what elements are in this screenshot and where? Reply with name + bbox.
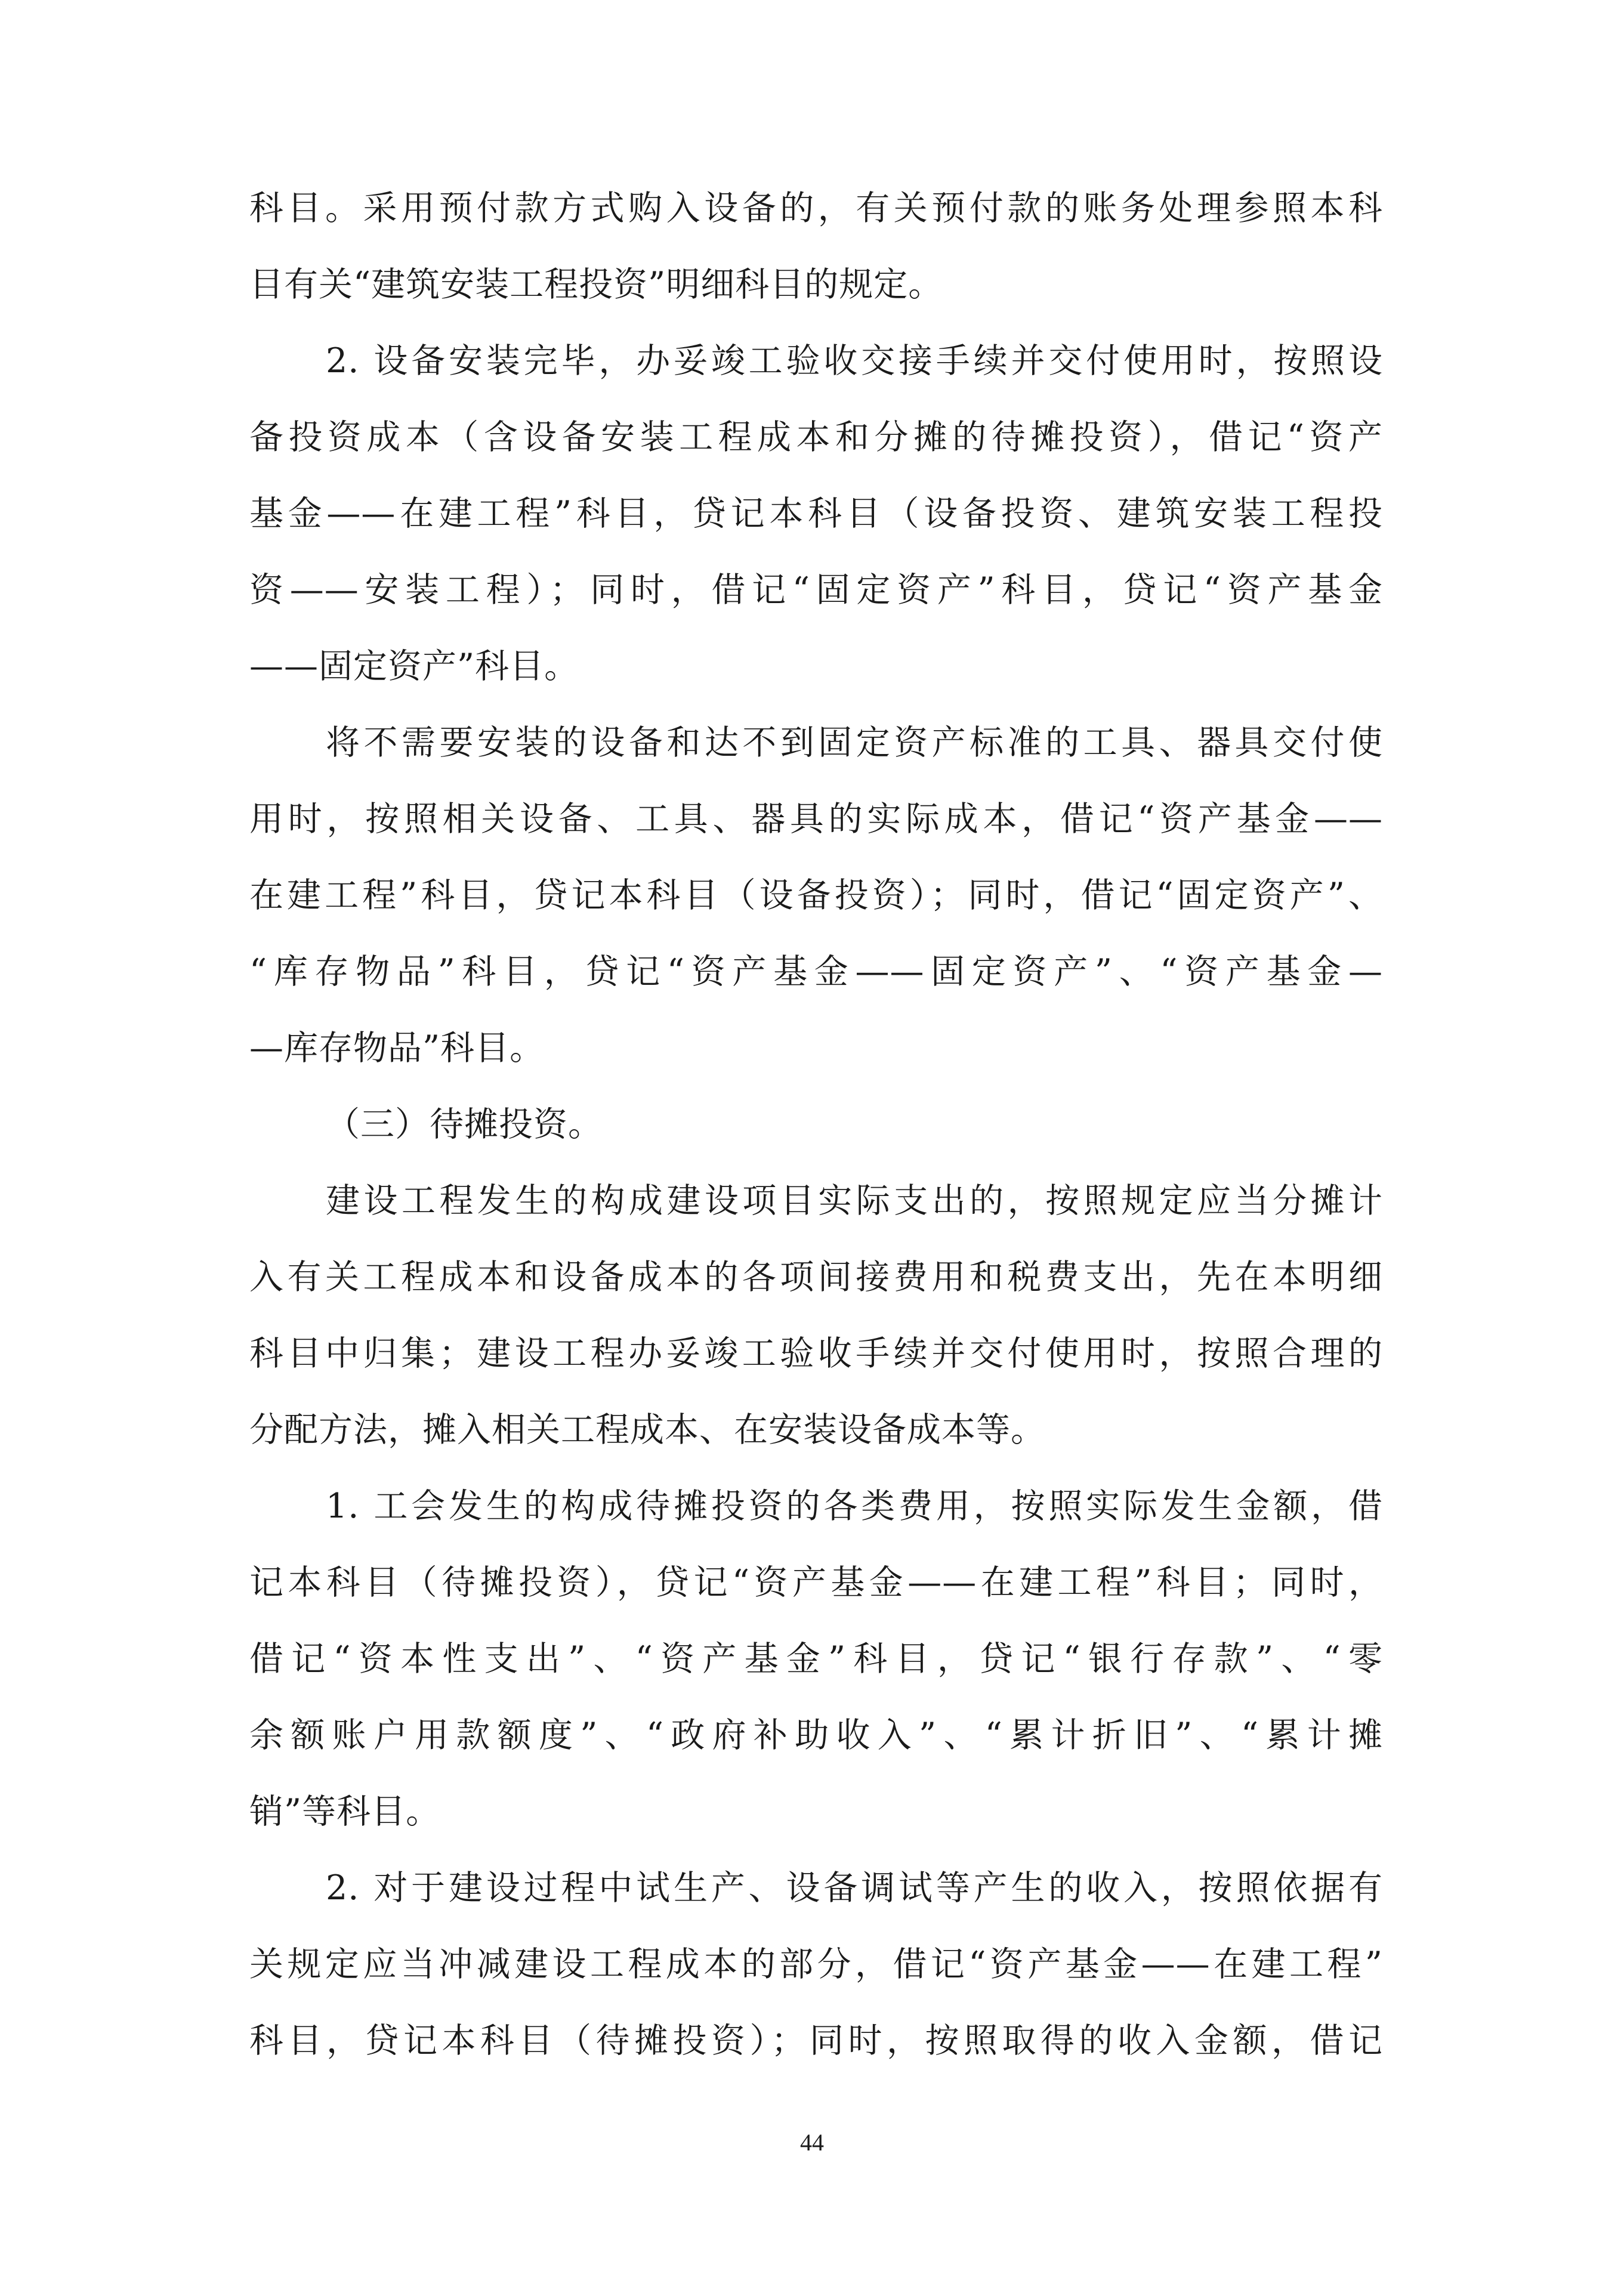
text-line: 目有关“建筑安装工程投资”明细科目的规定。 — [249, 265, 943, 304]
text-line: 分配方法，摊入相关工程成本、在安装设备成本等。 — [249, 1410, 1045, 1450]
text-line: 科目中归集；建设工程办妥竣工验收手续并交付使用时，按照合理的 — [249, 1334, 1383, 1373]
text-line: —库存物品”科目。 — [249, 1028, 545, 1068]
text-line: 将不需要安装的设备和达不到固定资产标准的工具、器具交付使 — [326, 723, 1383, 762]
text-line: 备投资成本（含设备安装工程成本和分摊的待摊投资），借记“资产 — [249, 418, 1383, 457]
text-line: 2. 对于建设过程中试生产、设备调试等产生的收入，按照依据有 — [326, 1868, 1383, 1908]
text-line: 在建工程”科目，贷记本科目（设备投资）；同时，借记“固定资产”、 — [249, 876, 1383, 915]
text-line: 建设工程发生的构成建设项目实际支出的，按照规定应当分摊计 — [326, 1181, 1383, 1220]
text-line: 科目。采用预付款方式购入设备的，有关预付款的账务处理参照本科 — [249, 188, 1383, 228]
page-number: 44 — [800, 2129, 824, 2156]
text-line: 资——安装工程）；同时，借记“固定资产”科目，贷记“资产基金 — [249, 570, 1383, 610]
text-line: 记本科目（待摊投资），贷记“资产基金——在建工程”科目；同时， — [249, 1563, 1383, 1602]
text-line: 2. 设备安装完毕，办妥竣工验收交接手续并交付使用时，按照设 — [326, 341, 1383, 381]
text-line: 入有关工程成本和设备成本的各项间接费用和税费支出，先在本明细 — [249, 1257, 1383, 1297]
text-line: ——固定资产”科目。 — [249, 647, 579, 686]
text-line: “库存物品”科目，贷记“资产基金——固定资产”、“资产基金— — [249, 952, 1383, 991]
text-line: 关规定应当冲减建设工程成本的部分，借记“资产基金——在建工程” — [249, 1945, 1383, 1984]
section-heading: （三）待摊投资。 — [326, 1105, 603, 1144]
text-line: 基金——在建工程”科目，贷记本科目（设备投资、建筑安装工程投 — [249, 494, 1383, 533]
text-line: 用时，按照相关设备、工具、器具的实际成本，借记“资产基金—— — [249, 799, 1383, 839]
text-line: 销”等科目。 — [249, 1792, 441, 1831]
text-line: 余额账户用款额度”、“政府补助收入”、“累计折旧”、“累计摊 — [249, 1716, 1383, 1755]
body-text — [249, 170, 1383, 2079]
text-line: 借记“资本性支出”、“资产基金”科目，贷记“银行存款”、“零 — [249, 1639, 1383, 1679]
text-line: 科目，贷记本科目（待摊投资）；同时，按照取得的收入金额，借记 — [249, 2021, 1383, 2060]
text-line: 1. 工会发生的构成待摊投资的各类费用，按照实际发生金额，借 — [326, 1487, 1383, 1526]
